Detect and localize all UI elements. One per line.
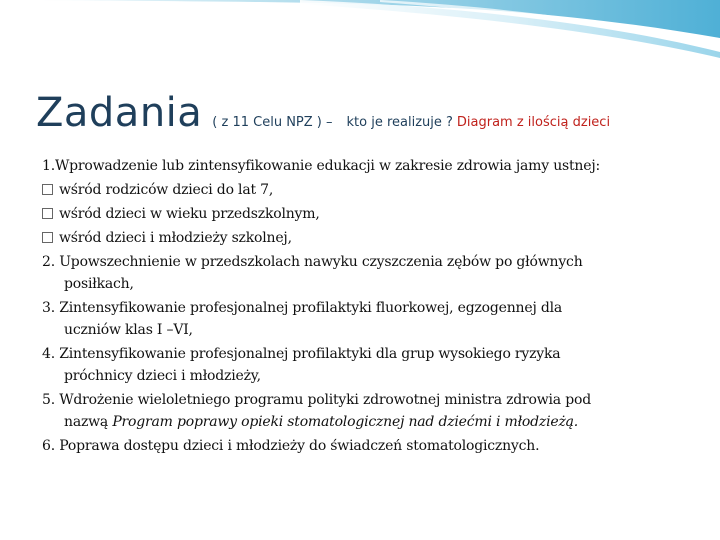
item-text: wśród dzieci i młodzieży szkolnej, bbox=[59, 230, 292, 246]
checkbox-bullet-icon bbox=[42, 208, 53, 219]
item-text: 2. Upowszechnienie w przedszkolach nawyku czyszczenia zębów po głównych bbox=[42, 254, 583, 270]
item-text: nazwą bbox=[64, 414, 113, 430]
item-text: 3. Zintensyfikowanie profesjonalnej profilaktyki fluorkowej, egzogennej dla bbox=[42, 300, 563, 316]
item-text: wśród rodziców dzieci do lat 7, bbox=[59, 182, 274, 198]
list-item bbox=[42, 202, 692, 226]
checkbox-bullet-icon bbox=[42, 232, 53, 243]
list-item-continuation bbox=[42, 364, 692, 388]
list-item-continuation bbox=[42, 318, 692, 342]
program-name: Program poprawy opieki stomatologicznej nad dziećmi i młodzieżą. bbox=[112, 414, 579, 430]
item-text: próchnicy dzieci i młodzieży, bbox=[64, 368, 261, 384]
item-text: uczniów klas I –VI, bbox=[64, 322, 193, 338]
title-highlight-link[interactable]: Diagram z ilością dzieci bbox=[456, 115, 611, 130]
slide-title: Zadania bbox=[36, 90, 203, 136]
item-text: posiłkach, bbox=[64, 276, 134, 292]
item-text: wśród dzieci w wieku przedszkolnym, bbox=[59, 206, 320, 222]
header-wave-decoration bbox=[0, 0, 720, 60]
list-item bbox=[42, 250, 692, 274]
list-item bbox=[42, 296, 692, 320]
task-list bbox=[42, 154, 692, 458]
list-item-continuation bbox=[42, 410, 692, 434]
list-item-continuation bbox=[42, 272, 692, 296]
list-item bbox=[42, 178, 692, 202]
title-row bbox=[36, 90, 706, 136]
title-subtitle: ( z 11 Celu NPZ ) – bbox=[212, 115, 333, 130]
list-item bbox=[42, 434, 692, 458]
list-item bbox=[42, 342, 692, 366]
list-item bbox=[42, 154, 692, 178]
title-question: kto je realizuje ? bbox=[346, 115, 453, 130]
item-text: 5. Wdrożenie wieloletniego programu polityki zdrowotnej ministra zdrowia pod bbox=[42, 392, 591, 408]
item-text: 1.Wprowadzenie lub zintensyfikowanie edukacji w zakresie zdrowia jamy ustnej: bbox=[42, 158, 600, 174]
item-text: 6. Poprawa dostępu dzieci i młodzieży do świadczeń stomatologicznych. bbox=[42, 438, 540, 454]
list-item bbox=[42, 226, 692, 250]
checkbox-bullet-icon bbox=[42, 184, 53, 195]
item-text: 4. Zintensyfikowanie profesjonalnej profilaktyki dla grup wysokiego ryzyka bbox=[42, 346, 561, 362]
list-item bbox=[42, 388, 692, 412]
